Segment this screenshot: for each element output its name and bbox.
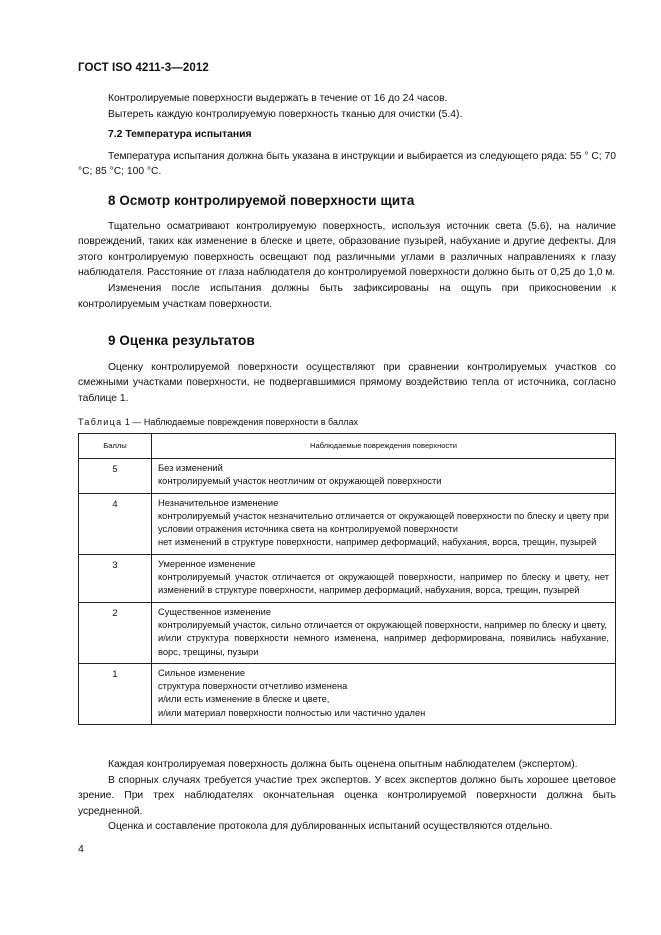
closing-paragraph-3: Оценка и составление протокола для дублированных испытаний осуществляются отдельно. — [108, 821, 553, 833]
section-8-paragraph-2: Изменения после испытания должны быть зафиксированы на ощупь при прикосновении к контролируемым участкам поверхности. — [78, 282, 616, 310]
description-line: нет изменений в структуре поверхности, например деформаций, набухания, ворса, трещин, пузырей — [158, 537, 597, 548]
score-cell: 1 — [79, 663, 152, 724]
section-7-2-text: Температура испытания должна быть указана в инструкции и выбирается из следующего ряда: 55 ° С; 70 °С; 85 °С; 100 °С. — [78, 150, 616, 178]
column-header-description: Наблюдаемые повреждения поверхности — [152, 434, 616, 459]
score-cell: 5 — [79, 459, 152, 494]
table-caption-prefix: Таблица — [78, 417, 123, 427]
description-line: контролируемый участок незначительно отличается от окружающей поверхности по блеску и цвету при условии отражения источника света на контролируемой поверхности — [158, 510, 609, 535]
intro-line-1: Контролируемые поверхности выдержать в течение от 16 до 24 часов. — [108, 93, 448, 104]
damage-rating-table — [78, 433, 616, 725]
score-cell: 2 — [79, 602, 152, 663]
description-cell — [152, 554, 616, 602]
closing-block — [78, 757, 616, 835]
table-row — [79, 663, 616, 724]
section-9 — [78, 333, 616, 406]
description-line: Сильное изменение — [158, 667, 246, 678]
table-row — [79, 459, 616, 494]
column-header-score: Баллы — [79, 434, 152, 459]
section-7-2-title: 7.2 Температура испытания — [108, 129, 252, 140]
section-7-2 — [78, 127, 616, 180]
table-row — [79, 493, 616, 554]
closing-paragraph-1: Каждая контролируемая поверхность должна быть оценена опытным наблюдателем (экспертом). — [108, 759, 578, 770]
table-header-row — [79, 434, 616, 459]
description-line: и/или есть изменение в блеске и цвете, — [158, 694, 330, 705]
section-8-title: 8 Осмотр контролируемой поверхности щита — [108, 193, 415, 208]
section-9-paragraph-1: Оценку контролируемой поверхности осуществляют при сравнении контролируемых участков со смежными участками поверхности, не подвергавшимися прямому воздействию тепла от источника, согласно таблице 1. — [78, 361, 616, 404]
section-9-title: 9 Оценка результатов — [108, 333, 255, 348]
section-8 — [78, 193, 616, 312]
score-cell: 3 — [79, 554, 152, 602]
intro-block — [78, 91, 616, 122]
table-row — [79, 554, 616, 602]
description-line: и/или структура поверхности немного изменена, например деформирована, появились набухание, ворс, трещины, пузыри — [158, 633, 609, 657]
description-cell — [152, 459, 616, 494]
table-caption — [78, 417, 358, 427]
description-line: контролируемый участок, сильно отличается от окружающей поверхности, например по блеску и цвету, — [158, 619, 607, 630]
description-line: Незначительное изменение — [158, 497, 279, 508]
description-line: Без изменений — [158, 463, 223, 473]
description-cell — [152, 663, 616, 724]
description-line: и/или материал поверхности полностью или частично удален — [158, 707, 426, 718]
intro-line-2: Вытереть каждую контролируемую поверхность тканью для очистки (5.4). — [108, 108, 463, 120]
document-header: ГОСТ ISO 4211-3—2012 — [78, 62, 209, 74]
score-cell: 4 — [79, 493, 152, 554]
description-line: структура поверхности отчетливо изменена — [158, 681, 348, 692]
closing-paragraph-2: В спорных случаях требуется участие трех экспертов. У всех экспертов должно быть хорошее цветовое зрение. При трех наблюдателях окончательная оценка контролируемой поверхности должна быть усредненной. — [78, 774, 616, 817]
page-number: 4 — [78, 843, 84, 855]
table-row — [79, 602, 616, 663]
table-caption-text: 1 — Наблюдаемые повреждения поверхности в баллах — [124, 417, 358, 427]
description-line: Существенное изменение — [158, 606, 272, 617]
section-8-paragraph-1: Тщательно осматривают контролируемую поверхность, используя источник света (5.6), на наличие повреждений, таких как изменение в блеске и цвете, образование пузырей, набухание и другие дефекты. Для этого контролируемую поверхность освещают под различными углами в различных направлениях к глазу наблюдателя. Расстояние от глаза наблюдателя до контролируемой поверхности должно быть от 0,25 до 1,0 м. — [78, 220, 616, 279]
description-line: Умеренное изменение — [158, 558, 256, 569]
description-line: контролируемый участок неотличим от окружающей поверхности — [158, 476, 442, 487]
description-cell — [152, 493, 616, 554]
description-cell — [152, 602, 616, 663]
description-line: контролируемый участок отличается от окружающей поверхности, например по блеску и цвету, нет изменений в структуре поверхности, например деформаций, набухания, ворса, трещин, пузырей — [158, 572, 609, 596]
